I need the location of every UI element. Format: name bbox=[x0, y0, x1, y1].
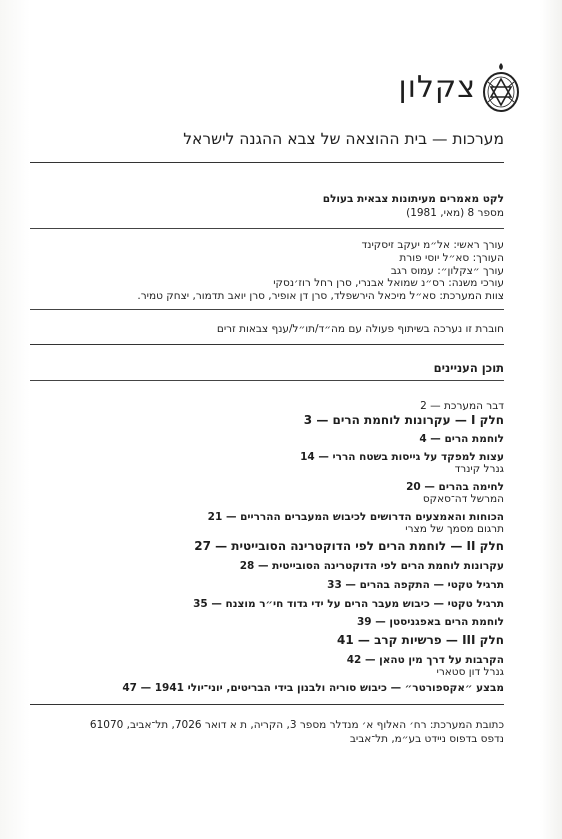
divider bbox=[30, 162, 504, 163]
editorial-staff bbox=[64, 239, 504, 303]
lead-title: לקט מאמרים מעיתונות צבאית בעולם bbox=[322, 193, 504, 205]
divider bbox=[30, 309, 504, 310]
toc-entry: הכוחות והאמצעים הדרושים לכיבוש המעברים ההרריים — 21 bbox=[207, 511, 504, 523]
toc-entry-author: תרגום מסמך של מצרי bbox=[405, 523, 504, 535]
emblem-icon bbox=[478, 60, 524, 114]
footer bbox=[34, 719, 504, 746]
toc-heading: תוכן העניינים bbox=[433, 361, 504, 375]
toc-part-heading: חלק II — לוחמת הרים לפי הדוקטרינה הסובייטית — 27 bbox=[194, 539, 504, 553]
toc-entry: לחימה בהרים — 20 bbox=[406, 481, 504, 493]
staff-line: עורך ״צקלון״: עמוס רגב bbox=[390, 264, 504, 277]
divider bbox=[30, 704, 504, 705]
logo-wordmark: צקלון bbox=[398, 70, 476, 105]
toc-entry: תרגיל טקטי — התקפה בהרים — 33 bbox=[327, 579, 504, 591]
staff-line: צוות המערכת: סא״ל מיכאל הירשפלד, סרן דן אופיר, סרן יואב תדמור, יצחק טמיר. bbox=[137, 290, 504, 303]
staff-line: עורך ראשי: אל״מ יעקב זיסקינד bbox=[361, 239, 504, 251]
publisher-line: מערכות — בית ההוצאה של צבא ההגנה לישראל bbox=[183, 130, 504, 148]
toc-entry: לוחמת הרים — 4 bbox=[419, 433, 504, 445]
toc-part-heading: חלק III — פרשיות קרב — 41 bbox=[337, 633, 504, 647]
divider bbox=[30, 344, 504, 345]
toc-entry: עצות למפקד על גייסות בשטח הררי — 14 bbox=[300, 451, 504, 463]
logo bbox=[398, 60, 526, 118]
divider bbox=[30, 228, 504, 229]
toc-entry-author: גנרל קינרד bbox=[454, 463, 504, 475]
issue-number: מספר 8 (מאי, 1981) bbox=[406, 207, 504, 219]
staff-line: עורכי משנה: רס״נ שמואל אבנרי, סרן רחל רוז׳נסקי bbox=[273, 277, 504, 290]
printer-line: נדפס בדפוס ניידט בע״מ, תל־אביב bbox=[349, 732, 504, 745]
staff-line: העורך: סא״ל יוסי פורת bbox=[399, 251, 504, 264]
editorial-address: כתובת המערכת: רח׳ האלוף א׳ מנדלר מספר 3, הקריה, ת א דואר 7026, תל־אביב, 61070 bbox=[89, 719, 504, 731]
toc-entry: הקרבות על דרך מין טהאן — 42 bbox=[346, 654, 504, 666]
toc-entry-author: המרשל דה־סאקס bbox=[422, 493, 504, 505]
toc-part-heading: חלק I — עקרונות לוחמת הרים — 3 bbox=[303, 413, 504, 427]
cooperation-note: חוברת זו נערכה בשיתוף פעולה עם מה״ד/תו״ל/ענף צבאות זרים bbox=[216, 323, 504, 335]
divider bbox=[30, 380, 504, 381]
toc-entry: תרגיל טקטי — כיבוש מעבר הרים על ידי גדוד חי״ר מוצנח — 35 bbox=[193, 598, 504, 610]
toc-entry: מבצע ״אקספורטר״ — כיבוש סוריה ולבנון בידי הבריטים, יוני־יולי 1941 — 47 bbox=[122, 682, 504, 694]
toc-entry: עקרונות לוחמת הרים לפי הדוקטרינה הסובייטית — 28 bbox=[239, 560, 504, 572]
toc-entry: דבר המערכת — 2 bbox=[420, 400, 504, 412]
toc-entry-author: גנרל דון סטארי bbox=[436, 666, 504, 678]
toc-entry: לוחמת הרים באפגניסטן — 39 bbox=[357, 616, 504, 628]
